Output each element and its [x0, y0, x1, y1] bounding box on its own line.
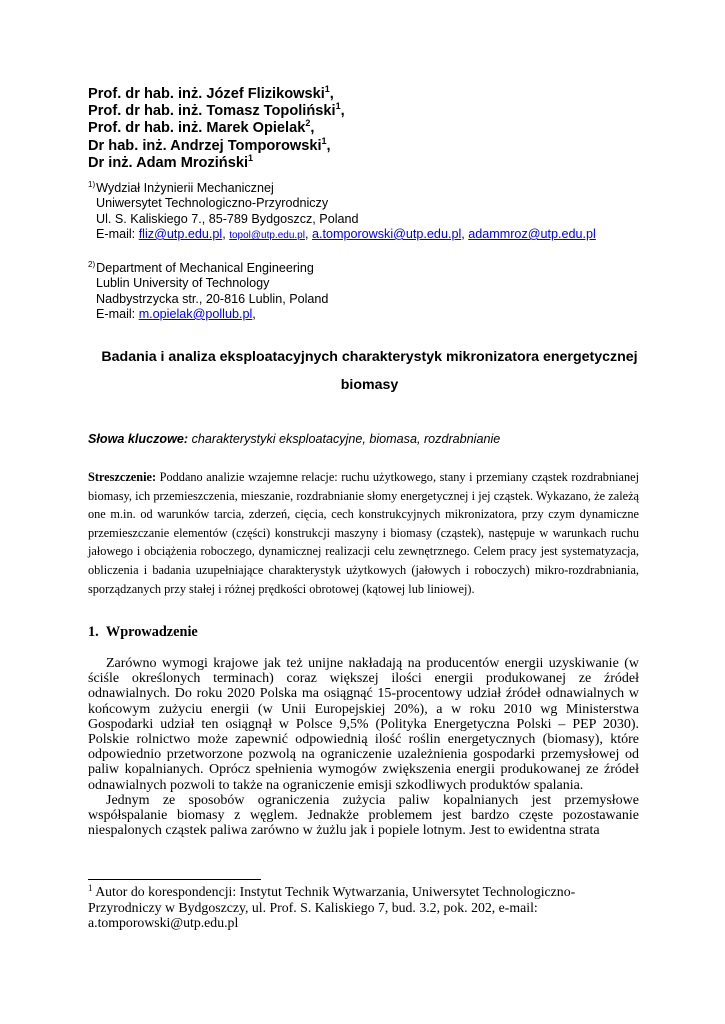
affiliation-1: $^{1)}$Wydział Inżynierii Mechanicznej Uniwersytet Technologiczno-Przyrodniczy Ul. S. Kaliskiego 7., 85-789 Bydgoszcz, Poland E-mail: fliz@utp.edu.pl, topol@utp.edu.pl, a.tomporowski@utp.edu.pl, adammroz@utp.edu.pl: [88, 180, 596, 241]
abstract-label: Streszczenie:: [88, 470, 157, 484]
email-link[interactable]: fliz@utp.edu.pl: [138, 226, 223, 241]
abstract: [88, 468, 639, 598]
keywords-label: Słowa kluczowe:: [88, 432, 189, 446]
email-link[interactable]: adammroz@utp.edu.pl: [468, 226, 596, 241]
keywords-text: charakterystyki eksploatacyjne, biomasa, rozdrabnianie: [191, 432, 501, 446]
keywords: [88, 432, 500, 446]
email-link[interactable]: topol@utp.edu.pl: [229, 229, 305, 241]
paragraph: Zarówno wymogi krajowe jak też unijne nakładają na producentów energii uzyskiwanie (w ściśle określonych terminach) coraz większej ilości energii produkowanej ze źródeł odnawialnych. Do roku 2020 Polska ma osiągnąć 15-procentowy udział źródeł odnawialnych w końcowym zużyciu energii (w Unii Europejskiej 20%), a w roku 2010 wg Ministerstwa Gospodarki udział ten osiągnął w Polsce 9,5% (Polityka Energetyczna Polski – PEP 2030). Polskie rolnictwo może zapewnić odpowiednią ilość roślin energetycznych (biomasy), które odpowiednio przetworzone pozwolą na ograniczenie uzależnienia gospodarki przemysłowej od paliw kopalnianych. Oprócz spełnienia wymogów zwiększenia energii produkowanej ze źródeł odnawialnych pozwoli to także na ograniczenie emisji szkodliwych produktów spalania.: [88, 656, 639, 793]
author-line: Prof. dr hab. inż. Józef Flizikowski$^1$,: [88, 84, 334, 102]
author-list: [88, 86, 345, 172]
email-link[interactable]: a.tomporowski@utp.edu.pl: [311, 226, 462, 241]
section-body: [88, 656, 639, 838]
paper-title: Badania i analiza eksploatacyjnych charakterystyk mikronizatora energetycznej biomasy: [101, 349, 638, 393]
abstract-text: Poddano analizie wzajemne relacje: ruchu użytkowego, stany i przemiany cząstek rozdrabnianej biomasy, ich przemieszczenia, mieszanie, rozdrabnianie słomy energetycznej i jej cząstek. Wykazano, że zależą one m.in. od warunków tarcia, zderzeń, cięcia, cech konstrukcyjnych mikronizatora, przy czym dynamiczne przemieszczanie elementów (części) konstrukcji maszyny i biomasy (cząstek), następuje w warunkach ruchu jałowego i obciążenia roboczego, dynamicznej realizacji celu zewnętrznego. Celem pracy jest systematyzacja, obliczenia i badania uzupełniające charakterystyk użytkowych (jałowych i roboczych) mikro-rozdrabniania, sporządzanych przy stałej i różnej prędkości obrotowej (kątowej lub liniowej).: [88, 470, 639, 596]
email-link[interactable]: m.opielak@pollub.pl: [138, 306, 253, 321]
author-line: Dr hab. inż. Andrzej Tomporowski$^1$,: [88, 135, 331, 154]
author-line: Prof. dr hab. inż. Marek Opielak$^2$,: [88, 118, 315, 137]
footnote: $^1$ Autor do korespondencji: Instytut Technik Wytwarzania, Uniwersytet Technologiczno-Przyrodniczy w Bydgoszczy, ul. Prof. S. Kaliskiego 7, bud. 3.2, pok. 202, e-mail: a.tomporowski@utp.edu.pl: [88, 883, 576, 931]
author-line: Prof. dr hab. inż. Tomasz Topoliński$^1$,: [88, 101, 345, 120]
paragraph: Jednym ze sposobów ograniczenia zużycia paliw kopalnianych jest przemysłowe współspalanie biomasy z węglem. Jednakże problemem jest bardzo częste pozostawanie niespalonych cząstek paliwa zarówno w żużlu jak i popiele lotnym. Jest to ewidentna strata: [88, 792, 639, 839]
author-line: Dr inż. Adam Mroziński$^1$: [88, 152, 254, 171]
footnote-divider: [88, 879, 261, 880]
section-heading: 1. Wprowadzenie: [88, 624, 198, 640]
affiliation-2: $^{2)}$Department of Mechanical Engineering Lublin University of Technology Nadbystrzycka str., 20-816 Lublin, Poland E-mail: m.opielak@pollub.pl,: [88, 260, 329, 321]
